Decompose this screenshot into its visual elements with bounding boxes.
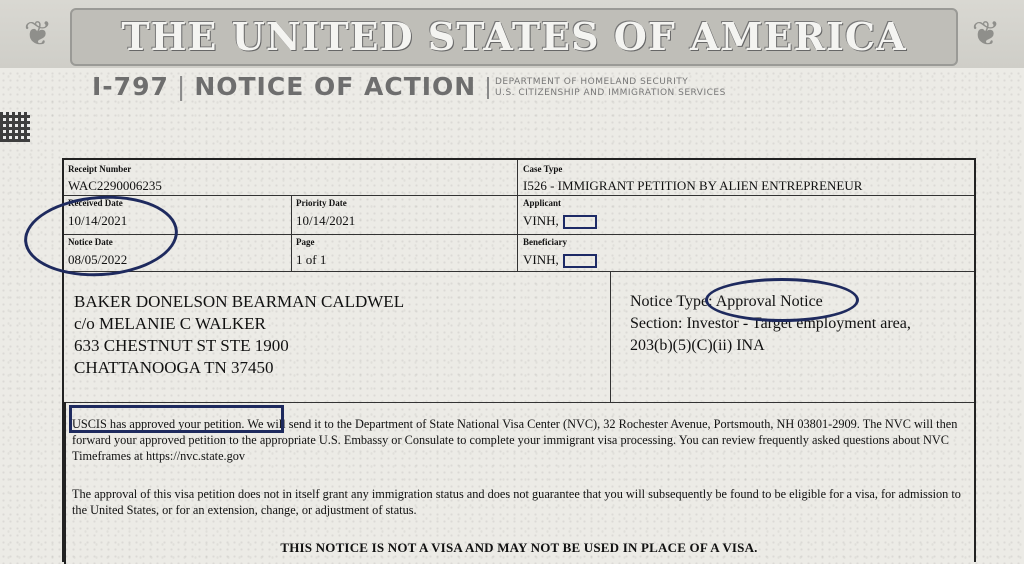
form-title: I-797 | NOTICE OF ACTION	[92, 72, 477, 101]
applicant-value: VINH,	[523, 213, 559, 228]
redaction-box	[563, 215, 597, 229]
address-line: BAKER DONELSON BEARMAN CALDWEL	[74, 292, 405, 311]
form-number: I-797	[92, 72, 169, 101]
notice-date-value: 08/05/2022	[68, 252, 128, 267]
beneficiary-label: Beneficiary	[523, 237, 567, 247]
redaction-box	[563, 254, 597, 268]
nvc-info: We will send it to the Department of State National Visa Center (NVC), 32 Rochester Avenue, Portsmouth, NH 03801-2909. The NVC will then forward your approved petition to the appropriate U.S. Embassy or Consulate to complete your immigrant visa processing. You can review frequently asked questions about NVC Timeframes at https://nvc.state.gov	[72, 417, 958, 463]
qr-code-icon	[0, 112, 30, 142]
case-type-label: Case Type	[523, 164, 563, 174]
section-line: 203(b)(5)(C)(ii) INA	[630, 337, 765, 354]
page-value: 1 of 1	[296, 252, 327, 267]
notice-date-label: Notice Date	[68, 237, 113, 247]
banner-title: THE UNITED STATES OF AMERICA	[70, 8, 958, 66]
beneficiary-field	[523, 252, 597, 268]
applicant-field	[523, 213, 597, 229]
address-line: CHATTANOOGA TN 37450	[74, 358, 274, 377]
priority-date-value: 10/14/2021	[296, 213, 356, 228]
banner	[0, 0, 1024, 68]
annotation-circle-notice-type	[705, 278, 859, 322]
ornament-left-icon: ❦	[23, 16, 53, 53]
department-line1: DEPARTMENT OF HOMELAND SECURITY	[495, 77, 689, 87]
visa-warning: THIS NOTICE IS NOT A VISA AND MAY NOT BE USED IN PLACE OF A VISA.	[280, 540, 758, 555]
address-line: 633 CHESTNUT ST STE 1900	[74, 336, 289, 355]
form-name: NOTICE OF ACTION	[194, 72, 477, 101]
receipt-number-value: WAC2290006235	[68, 178, 162, 193]
department-block	[487, 77, 726, 99]
department-line2: U.S. CITIZENSHIP AND IMMIGRATION SERVICES	[495, 88, 726, 98]
address-line: c/o MELANIE C WALKER	[74, 314, 266, 333]
receipt-number-label: Receipt Number	[68, 164, 132, 174]
applicant-label: Applicant	[523, 198, 562, 208]
beneficiary-value: VINH,	[523, 252, 559, 267]
section-line: Section: Investor - Target employment area,	[630, 315, 911, 332]
disclaimer-paragraph: The approval of this visa petition does not in itself grant any immigration status and does not guarantee that you will subsequently be found to be eligible for a visa, for admission to the United States, or for an extension, change, or adjustment of status.	[72, 487, 961, 517]
priority-date-label: Priority Date	[296, 198, 347, 208]
notice-table	[62, 158, 976, 562]
mailing-address	[74, 291, 404, 379]
annotation-box-approved	[69, 405, 284, 433]
notice-type-label: Notice Type:	[630, 293, 713, 310]
page-label: Page	[296, 237, 315, 247]
notice-type-value: Approval Notice	[715, 293, 823, 310]
approved-sentence: USCIS has approved your petition.	[72, 417, 245, 431]
case-type-value: I526 - IMMIGRANT PETITION BY ALIEN ENTREPRENEUR	[523, 178, 863, 193]
ornament-right-icon: ❦	[971, 16, 1001, 53]
received-date-label: Received Date	[68, 198, 123, 208]
received-date-value: 10/14/2021	[68, 213, 128, 228]
